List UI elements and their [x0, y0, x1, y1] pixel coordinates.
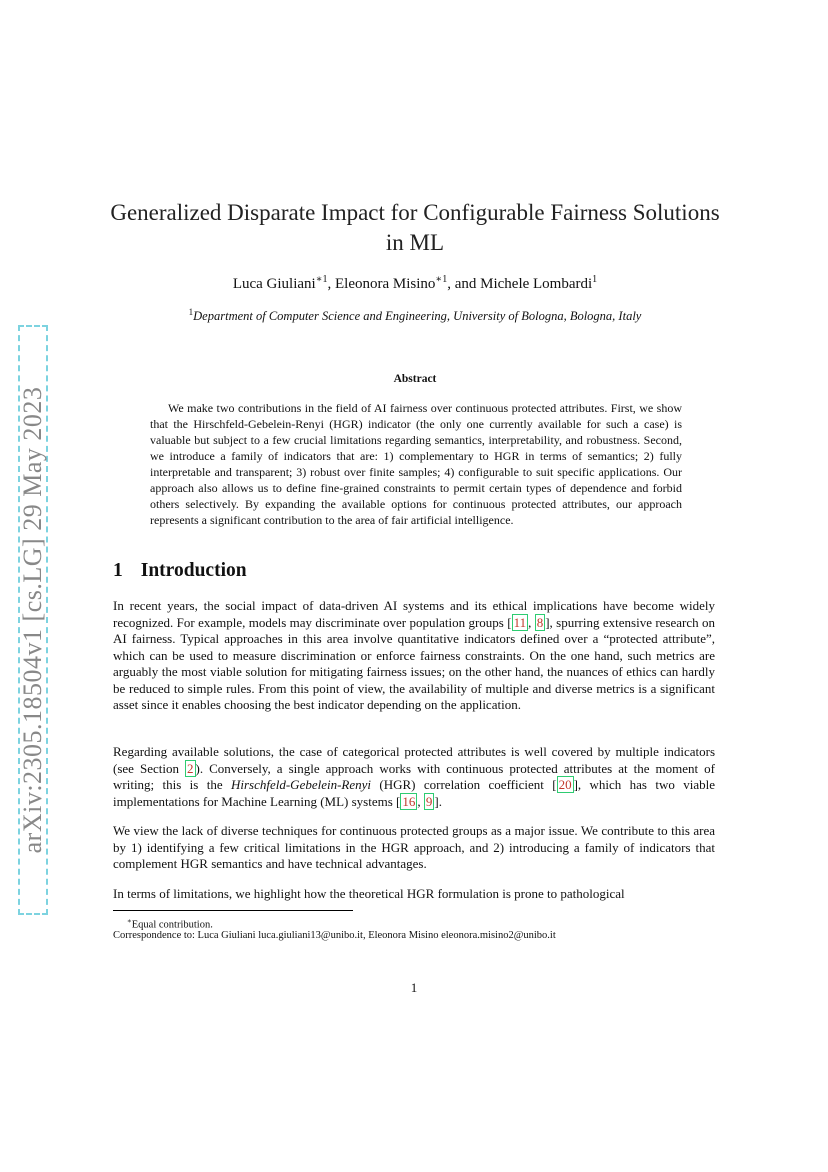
arxiv-stamp — [18, 325, 48, 915]
page-number: 1 — [410, 980, 418, 995]
author-name: Eleonora Misino — [335, 276, 436, 292]
section-heading — [113, 560, 247, 582]
intro-paragraph-1 — [113, 598, 715, 714]
author-mark: ∗1 — [315, 274, 328, 285]
section-ref-link[interactable]: 2 — [187, 760, 194, 776]
paragraph-text: , — [528, 614, 535, 630]
author-mark: ∗1 — [435, 274, 448, 285]
citation-link[interactable]: 11 — [513, 614, 527, 630]
citation-link[interactable]: 8 — [536, 614, 544, 630]
paper-title: Generalized Disparate Impact for Configurable Fairness Solutions in ML — [110, 200, 720, 255]
author-separator: , and — [447, 276, 481, 292]
emphasis-text: Hirschfeld-Gebelein-Renyi — [230, 777, 372, 792]
abstract-heading: Abstract — [393, 373, 437, 385]
author-name: Luca Giuliani — [232, 276, 316, 292]
paragraph-text: In recent years, the social impact of data-driven AI systems and its ethical implications have become widely recognized. For example, models may discriminate over population groups [ — [113, 598, 715, 630]
intro-paragraph-2 — [113, 744, 715, 810]
section-title: Introduction — [140, 560, 247, 581]
intro-paragraph-3: We view the lack of diverse techniques for continuous protected groups as a major issue. We contribute to this area by 1) identifying a few critical limitations in the HGR approach, and 2) introducing a family of indicators that complement HGR semantics and have technical advantages. — [113, 823, 715, 871]
affiliation — [110, 307, 720, 324]
author-name: Michele Lombardi — [480, 276, 593, 292]
paragraph-text: ], spurring extensive research on AI fairness. Typical approaches in this area involve quantitative indicators defined over a “protected attribute”, which can be used to measure discrimination or enforce fairness constraints. On the one hand, such metrics are arguably the most viable solution for mitigating fairness issues; on the other hand, the nuances of ethics can hardly be reduced to simple rules. From this point of view, the availability of multiple and diverse metrics is a significant asset since it enables choosing the best indicator depending on the application. — [113, 614, 715, 712]
author-separator: , — [327, 276, 335, 292]
footnote-mark: ∗ — [127, 917, 132, 925]
abstract-body: We make two contributions in the field of AI fairness over continuous protected attributes. First, we show that the Hirschfeld-Gebelein-Renyi (HGR) indicator (the only one currently available for such a case) is valuable but subject to a few crucial limitations regarding semantics, interpretability, and robustness. Second, we introduce a family of indicators that are: 1) complementary to HGR in terms of semantics; 2) fully interpretable and transparent; 3) robust over finite samples; 4) configurable to suit specific applications. Our approach also allows us to define fine-grained constraints to permit certain types of dependence and forbid others selectively. By expanding the available options for continuous protected attributes, our approach represents a significant contribution to the area of fair artificial intelligence. — [150, 401, 682, 527]
citation-link[interactable]: 20 — [558, 777, 572, 792]
affiliation-text: Department of Computer Science and Engineering, University of Bologna, Bologna, Italy — [193, 309, 642, 324]
author-mark: 1 — [592, 274, 598, 285]
citation-link[interactable]: 9 — [425, 793, 433, 809]
paragraph-text: , — [417, 793, 424, 809]
citation-link[interactable]: 16 — [402, 793, 416, 809]
affiliation-mark: 1 — [188, 307, 194, 317]
paragraph-text: ], which has two viable implementations for Machine Learning (ML) systems [ — [113, 777, 715, 809]
author-list — [110, 274, 720, 293]
footnote-text: Equal contribution. — [131, 919, 213, 931]
footnote-rule — [113, 910, 353, 911]
footnote-correspondence: Correspondence to: Luca Giuliani luca.giuliani13@unibo.it, Eleonora Misino eleonora.misino2@unibo.it — [113, 930, 556, 941]
section-number: 1 — [113, 560, 123, 581]
paragraph-text: ]. — [434, 793, 442, 809]
paragraph-text: (HGR) correlation coefficient [ — [371, 777, 557, 792]
arxiv-stamp-text: arXiv:2305.18504v1 [cs.LG] 29 May 2023 — [18, 386, 47, 854]
paragraph-text: ). Conversely, a single approach works with continuous protected attributes at the moment of writing; this is the — [113, 760, 715, 792]
intro-paragraph-4: In terms of limitations, we highlight how the theoretical HGR formulation is prone to pathological — [113, 886, 625, 901]
paragraph-text: Regarding available solutions, the case of categorical protected attributes is well covered by multiple indicators (see Section — [113, 744, 715, 776]
